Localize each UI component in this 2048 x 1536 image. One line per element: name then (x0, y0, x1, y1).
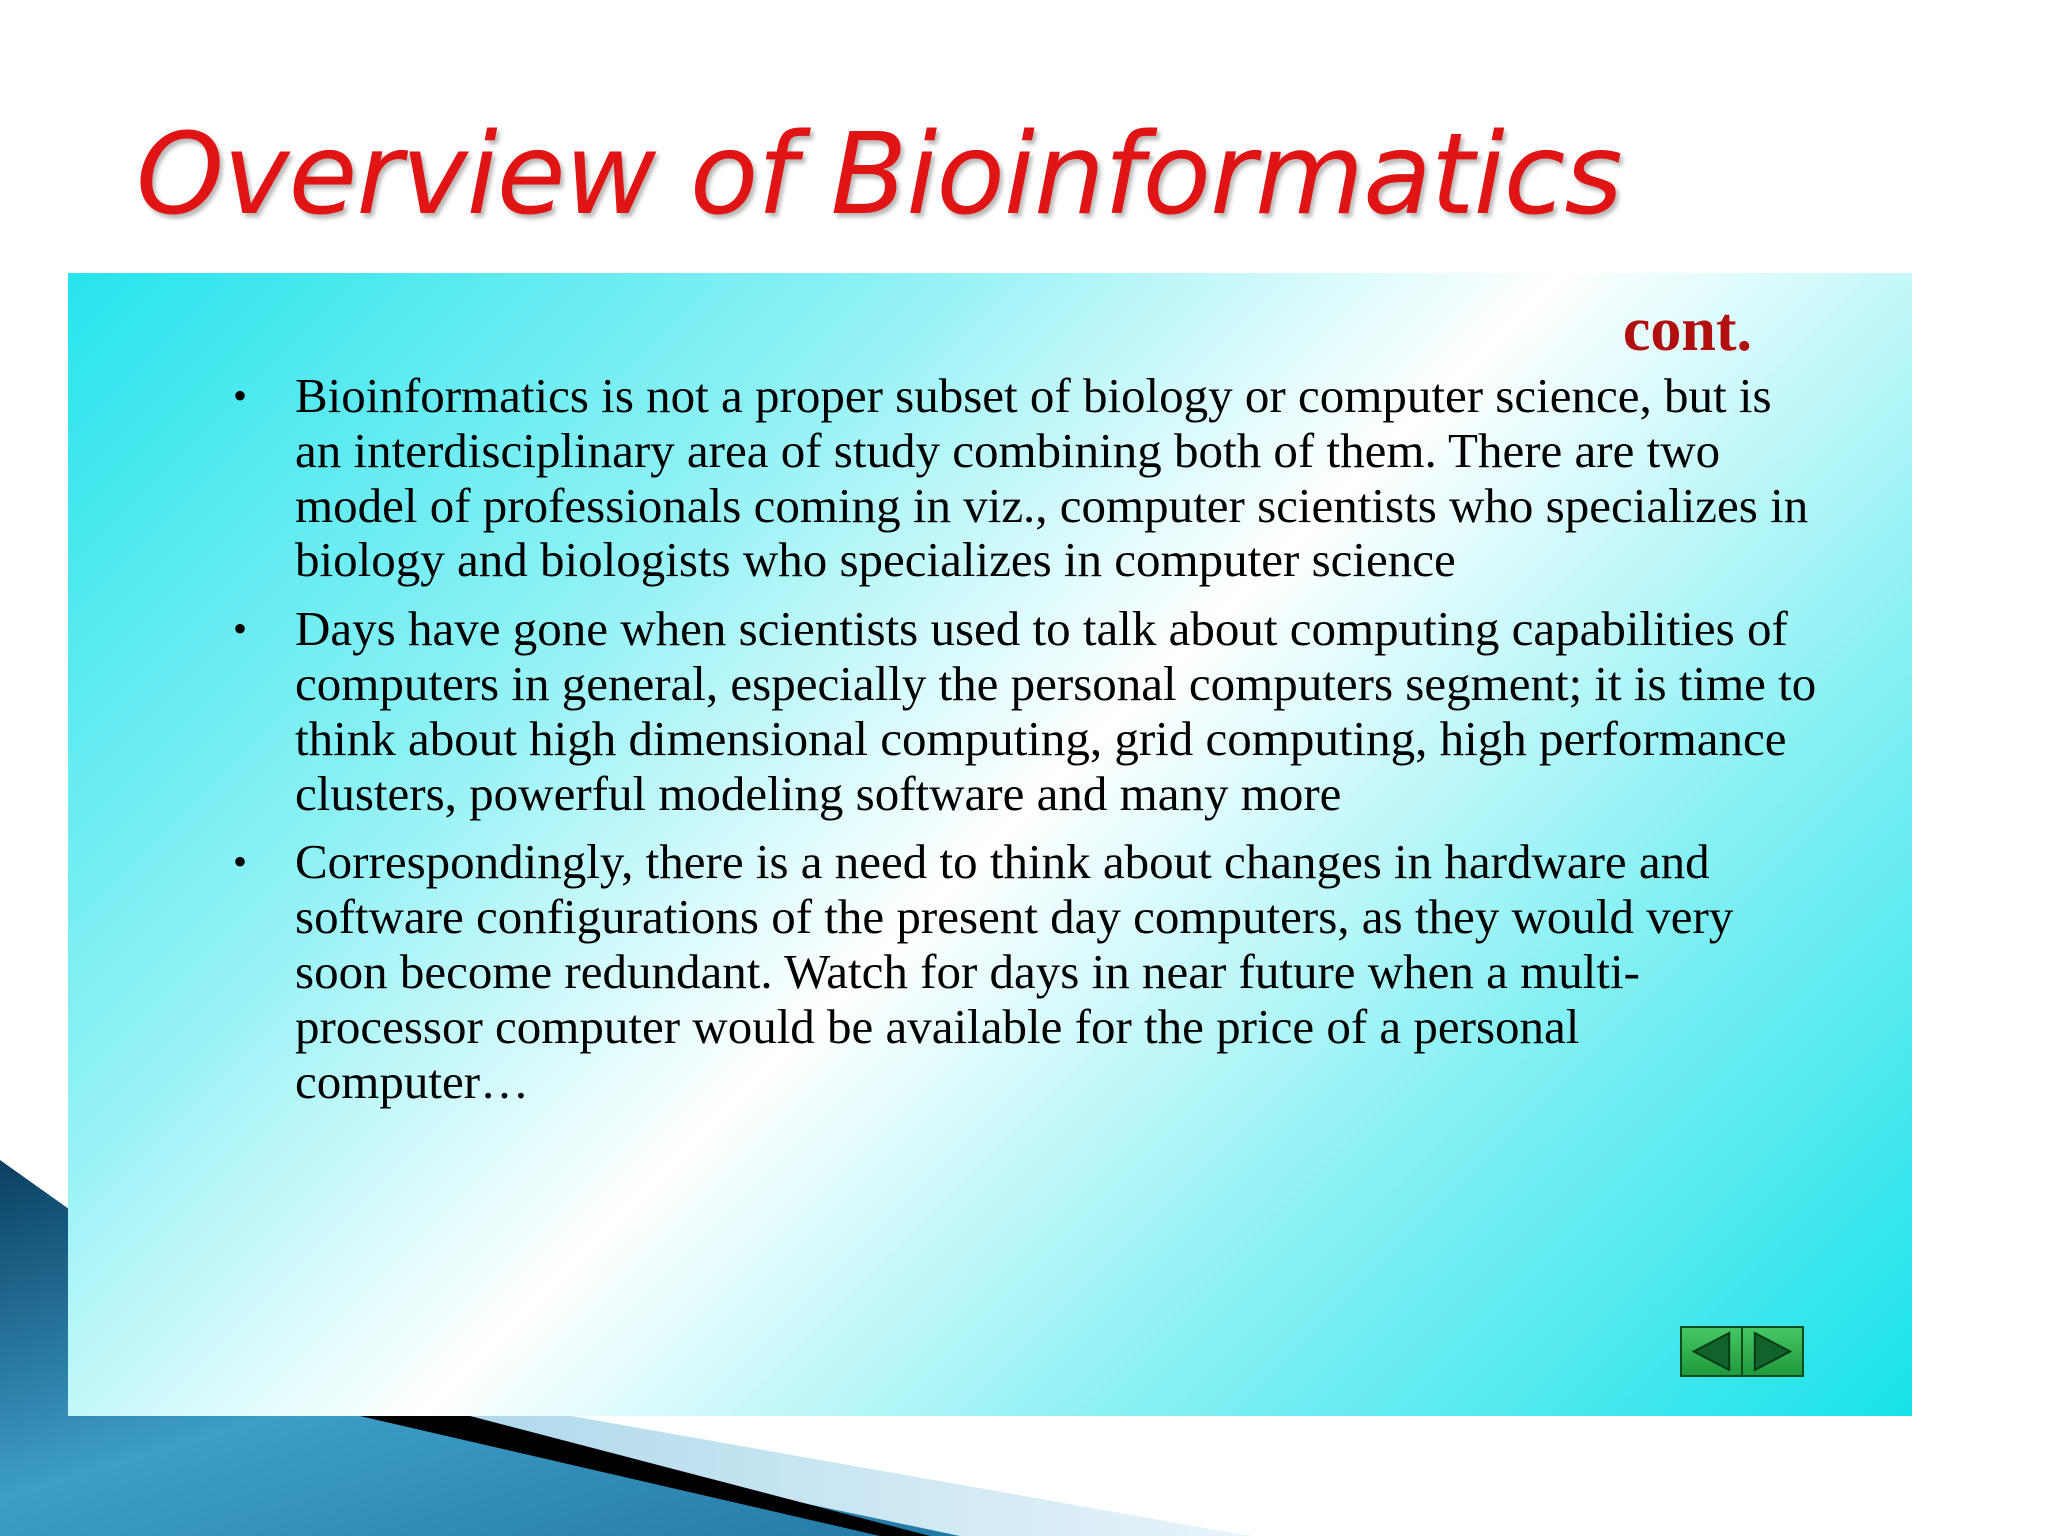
bullet-text: Bioinformatics is not a proper subset of biology or computer science, but is an interdisciplinary area of study combining both of them. There are two model of professionals coming in viz., computer scientists who specializes in biology and biologists who specializes in computer science (295, 368, 1809, 588)
triangle-right-icon (1743, 1328, 1802, 1375)
bullet-text: Days have gone when scientists used to talk about computing capabilities of computers in general, especially the personal computers segment; it is time to think about high dimensional computing, grid computing, high performance clusters, powerful modeling software and many more (295, 601, 1817, 821)
next-slide-button[interactable] (1743, 1328, 1802, 1375)
bullet-item (223, 602, 1823, 821)
content-panel (68, 273, 1912, 1416)
slide-title: Overview of Bioinformatics (136, 110, 1622, 240)
triangle-left-icon (1682, 1328, 1741, 1375)
bullet-icon: • (233, 373, 248, 418)
slide-navigation (1680, 1326, 1804, 1377)
bullet-list (223, 369, 1823, 1123)
bullet-item (223, 835, 1823, 1109)
bullet-icon: • (233, 839, 248, 885)
bullet-item (223, 369, 1823, 588)
previous-slide-button[interactable] (1682, 1328, 1743, 1375)
continued-label: cont. (1622, 296, 1752, 364)
bullet-text: Correspondingly, there is a need to think about changes in hardware and software configurations of the present day computers, as they would very soon become redundant. Watch for days in near future when a multi-processor computer would be available for the price of a personal computer… (295, 834, 1734, 1109)
bullet-icon: • (233, 606, 248, 652)
